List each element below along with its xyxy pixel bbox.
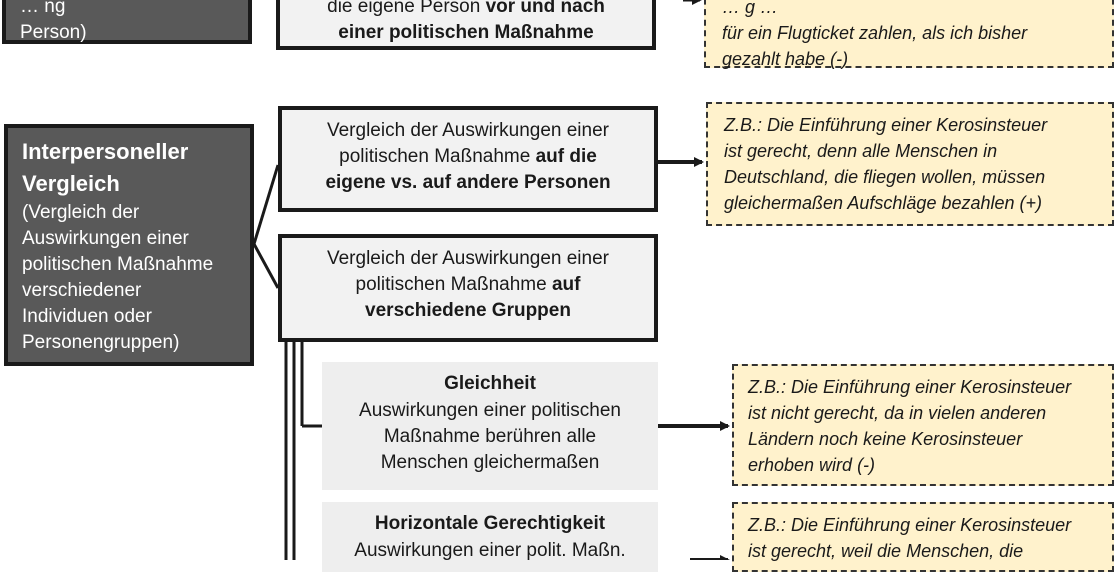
horizontal-title: Horizontale Gerechtigkeit xyxy=(374,513,606,534)
note-equality-line4: erhoben wird (-) xyxy=(748,455,876,475)
before-after-line1-bold: vor und nach xyxy=(485,0,605,17)
groups-comparison-box xyxy=(278,234,658,342)
note-equality xyxy=(732,364,1114,486)
equality-line2: Maßnahme berühren alle xyxy=(383,426,597,447)
before-after-box xyxy=(276,0,656,50)
equality-line1: Auswirkungen einer politischen xyxy=(359,400,621,421)
connector-to-groups xyxy=(254,244,278,288)
note-before-after-line2: für ein Flugticket zahlen, als ich bisher xyxy=(722,23,1028,43)
persons-line2-normal: politischen Maßnahme xyxy=(339,146,536,167)
interpersonal-desc-2: Auswirkungen einer xyxy=(22,228,189,249)
note-horizontal-line2: ist gerecht, weil die Menschen, die xyxy=(748,541,1024,561)
persons-line2-bold: auf die xyxy=(535,146,597,167)
note-persons-line1: Z.B.: Die Einführung einer Kerosinsteuer xyxy=(724,115,1048,135)
interpersonal-title-1: Interpersoneller xyxy=(22,139,189,164)
persons-line1: Vergleich der Auswirkungen einer xyxy=(326,120,609,141)
before-after-line2: einer politischen Maßnahme xyxy=(338,22,594,43)
groups-line1: Vergleich der Auswirkungen einer xyxy=(326,248,609,269)
equality-title: Gleichheit xyxy=(444,373,536,394)
connector-to-persons xyxy=(254,165,278,244)
equality-line3: Menschen gleichermaßen xyxy=(380,452,600,473)
note-persons-line3: Deutschland, die fliegen wollen, müssen xyxy=(724,167,1046,187)
interpersonal-desc-6: Personengruppen) xyxy=(22,332,180,353)
interpersonal-desc-5: Individuen oder xyxy=(22,306,152,327)
interpersonal-desc-1: (Vergleich der xyxy=(22,202,140,223)
note-before-after-line3: gezahlt habe (-) xyxy=(722,49,849,69)
note-horizontal xyxy=(732,502,1114,572)
equality-box xyxy=(322,362,658,490)
horizontal-line1: Auswirkungen einer polit. Maßn. xyxy=(354,540,626,561)
note-before-after-line1: … g … xyxy=(722,0,779,17)
note-persons xyxy=(706,102,1114,226)
interpersonal-desc-3: politischen Maßnahme xyxy=(22,254,214,275)
interpersonal-desc-4: verschiedener xyxy=(22,280,142,301)
persons-comparison-box xyxy=(278,106,658,212)
groups-line2-normal: politischen Maßnahme xyxy=(355,274,552,295)
note-equality-line1: Z.B.: Die Einführung einer Kerosinsteuer xyxy=(748,377,1072,397)
before-after-line1-normal: die eigene Person xyxy=(327,0,486,17)
groups-line3: verschiedene Gruppen xyxy=(365,300,571,321)
note-horizontal-line1: Z.B.: Die Einführung einer Kerosinsteuer xyxy=(748,515,1072,535)
intrapersonal-line2: Person) xyxy=(20,22,87,43)
horizontal-justice-box xyxy=(322,502,658,572)
groups-line2-bold: auf xyxy=(551,274,581,295)
note-persons-line2: ist gerecht, denn alle Menschen in xyxy=(724,141,998,161)
note-before-after xyxy=(704,0,1114,68)
note-equality-line2: ist nicht gerecht, da in vielen anderen xyxy=(748,403,1047,423)
note-equality-line3: Ländern noch keine Kerosinsteuer xyxy=(748,429,1023,449)
intrapersonal-box xyxy=(2,0,252,44)
note-persons-line4: gleichermaßen Aufschläge bezahlen (+) xyxy=(724,193,1043,213)
intrapersonal-line1: … ng xyxy=(20,0,66,17)
interpersonal-box xyxy=(4,124,254,366)
persons-line3: eigene vs. auf andere Personen xyxy=(325,172,611,193)
interpersonal-title-2: Vergleich xyxy=(22,171,120,196)
